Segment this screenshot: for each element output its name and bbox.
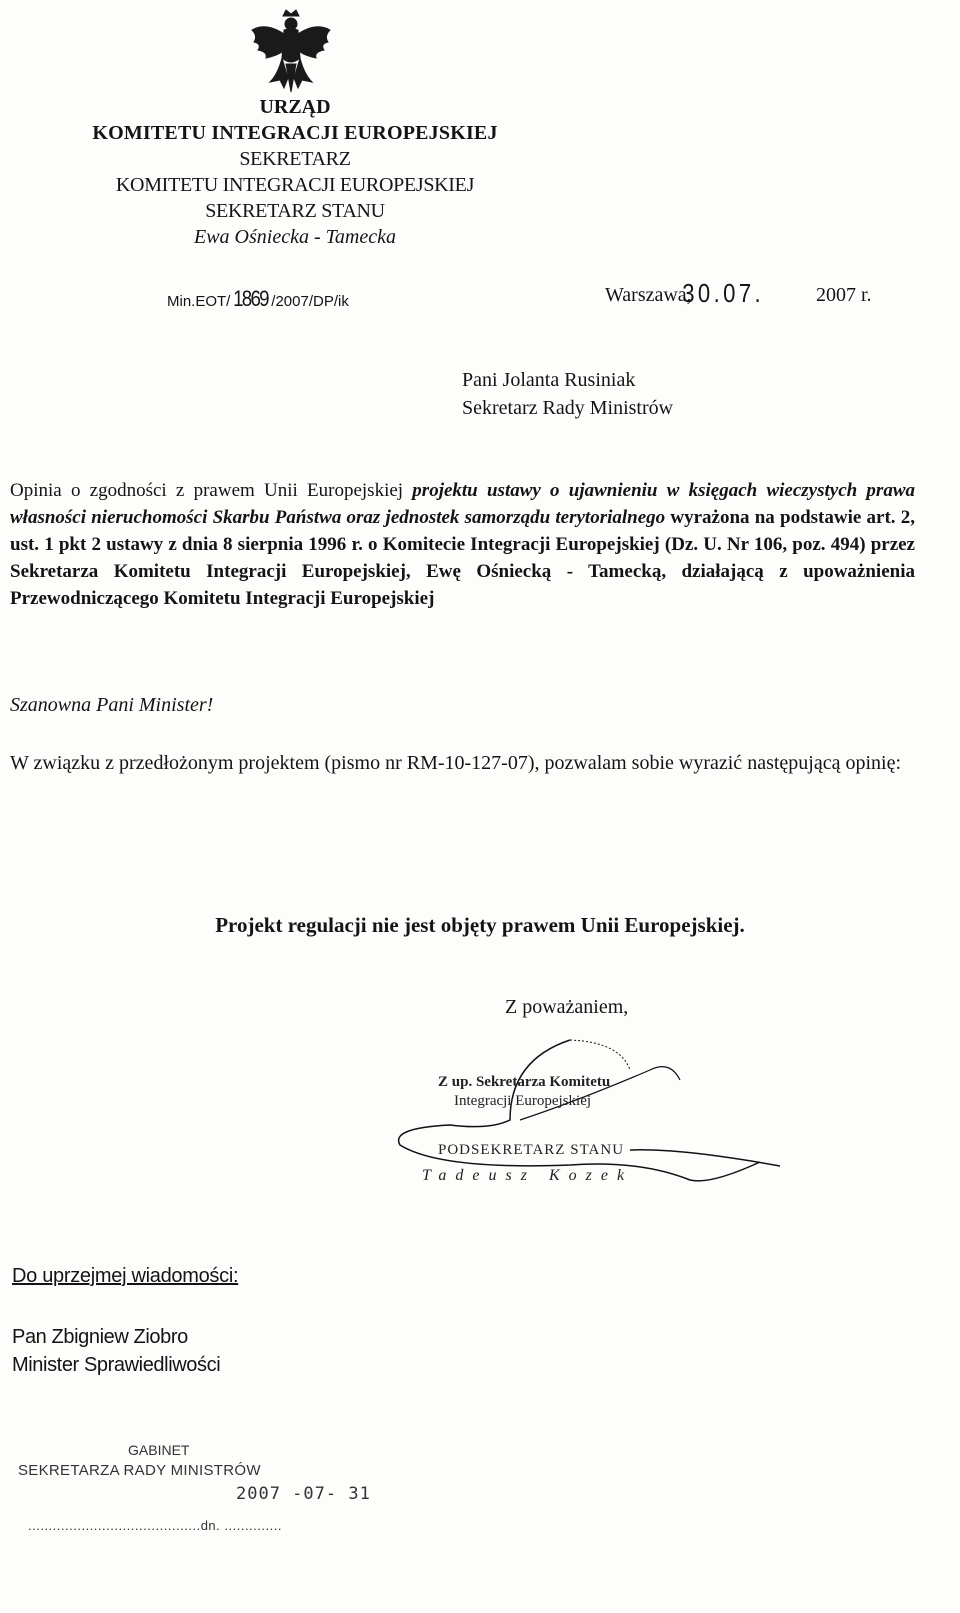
- reference-handwritten-number: 1869: [233, 286, 269, 311]
- header-secretary: SEKRETARZ: [239, 148, 351, 170]
- signature-stamp: [380, 1030, 800, 1200]
- body-paragraph: W związku z przedłożonym projektem (pismo nr RM-10-127-07), pozwalam sobie wyrazić następującą opinię:: [10, 752, 902, 774]
- addressee-title: Sekretarz Rady Ministrów: [462, 397, 674, 419]
- salutation: Szanowna Pani Minister!: [10, 694, 214, 716]
- stamp-line-4: Tadeusz Kozek: [422, 1167, 634, 1184]
- header-committee: KOMITETU INTEGRACJI EUROPEJSKIEJ: [92, 122, 498, 144]
- date-city: Warszawa,: [605, 284, 692, 306]
- date-year: 2007 r.: [816, 284, 872, 306]
- header-office: URZĄD: [259, 96, 331, 118]
- stamp-line-3: PODSEKRETARZ STANU: [438, 1142, 625, 1158]
- received-stamp-line-4: ..........................................dn. ..............: [28, 1518, 282, 1533]
- header-committee-2: KOMITETU INTEGRACJI EUROPEJSKIEJ: [115, 174, 475, 196]
- header-signatory-name: Ewa Ośniecka - Tamecka: [194, 226, 396, 248]
- received-stamp-line-1: GABINET: [128, 1442, 190, 1458]
- cc-recipient: [12, 1323, 220, 1379]
- received-stamp-line-2: SEKRETARZA RADY MINISTRÓW: [18, 1462, 261, 1479]
- date-handwritten: 30.07.: [682, 278, 765, 308]
- cc-recipient-role: Minister Sprawiedliwości: [12, 1354, 221, 1376]
- polish-eagle-emblem-icon: [248, 8, 334, 94]
- subject-paragraph: Opinia o zgodności z prawem Unii Europejskiej projektu ustawy o ujawnieniu w księgach wieczystych prawa własności nieruchomości Skarbu Państwa oraz jednostek samorządu terytorialnego wyrażona na podstawie art. 2, ust. 1 pkt 2 ustawy z dnia 8 sierpnia 1996 r. o Komitecie Integracji Europejskiej (Dz. U. Nr 106, poz. 494) przez Sekretarza Komitetu Integracji Europejskiej, Ewę Ośniecką - Tamecką, działającą z upoważnienia Przewodniczącego Komitetu Integracji Europejskiej: [10, 480, 916, 609]
- subject-project-title: projektu ustawy o ujawnieniu w księgach wieczystych prawa własności nieruchomości Skarbu Państwa oraz jednostek samorządu terytorialnego: [10, 480, 916, 528]
- conclusion: Projekt regulacji nie jest objęty prawem Unii Europejskiej.: [215, 913, 745, 937]
- received-stamp: [18, 1430, 438, 1570]
- stamp-line-2: Integracji Europejskiej: [454, 1093, 592, 1109]
- received-stamp-date: 2007 -07- 31: [236, 1484, 371, 1504]
- header-secretary-of-state: SEKRETARZ STANU: [205, 200, 385, 222]
- reference-number: Min.EOT/ 1869 /2007/DP/ik: [167, 286, 349, 311]
- addressee-block: [462, 366, 673, 422]
- addressee-name: Pani Jolanta Rusiniak: [462, 369, 636, 391]
- stamp-line-1: Z up. Sekretarza Komitetu: [438, 1074, 611, 1090]
- cc-heading: Do uprzejmej wiadomości:: [12, 1265, 239, 1287]
- closing: Z poważaniem,: [505, 996, 629, 1018]
- cc-recipient-name: Pan Zbigniew Ziobro: [12, 1326, 188, 1348]
- issuer-header: [40, 94, 550, 250]
